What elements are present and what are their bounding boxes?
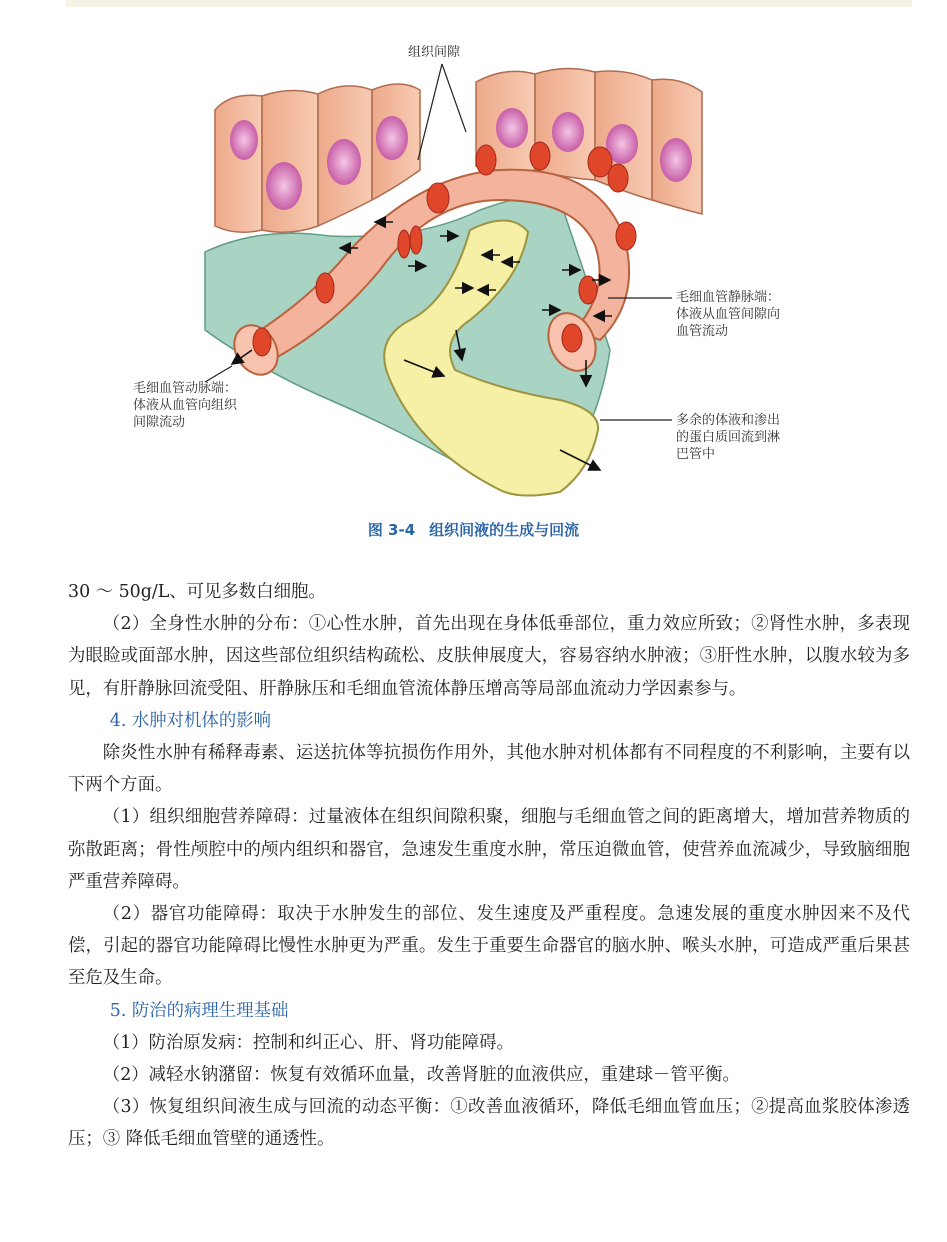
paragraph: （2）减轻水钠潴留：恢复有效循环血量，改善肾脏的血液供应，重建球－管平衡。 — [102, 1065, 740, 1086]
tissue-cells-left — [215, 84, 420, 232]
paragraph: （2）器官功能障碍：取决于水肿发生的部位、发生速度及严重程度。急速发展的重度水肿因来不及代偿，引起的器官功能障碍比慢性水肿更为严重。发生于重要生命器官的脑水肿、喉头水肿，可造成严重后果甚至危及生命。 — [68, 904, 910, 989]
capillary-figure — [0, 0, 947, 545]
label-interstitial-space: 组织间隙 — [408, 45, 461, 60]
paragraph: 30 ～ 50g/L、可见多数白细胞。 — [68, 582, 326, 602]
figure-title: 组织间液的生成与回流 — [429, 521, 580, 539]
label-lymph-return: 多余的体液和渗出 的蛋白质回流到淋 巴管中 — [676, 413, 781, 462]
paragraph: （1）组织细胞营养障碍：过量液体在组织间隙积聚，细胞与毛细血管之间的距离增大，增加营养物质的弥散距离；骨性颅腔中的颅内组织和器官，急速发生重度水肿，常压迫微血管，使营养血流减少，导致脑细胞严重营养障碍。 — [68, 807, 910, 892]
capillary-illustration — [0, 0, 947, 545]
paragraph: （3）恢复组织间液生成与回流的动态平衡：①改善血液循环，降低毛细血管血压；②提高血浆胶体渗透压；③ 降低毛细血管壁的通透性。 — [68, 1097, 910, 1150]
paragraph: （1）防治原发病：控制和纠正心、肝、肾功能障碍。 — [102, 1032, 514, 1053]
section-heading: 5. 防治的病理生理基础 — [109, 1000, 289, 1021]
section-heading: 4. 水肿对机体的影响 — [109, 710, 271, 731]
figure-number: 图 3-4 — [367, 521, 416, 539]
paragraph: 除炎性水肿有稀释毒素、运送抗体等抗损伤作用外，其他水肿对机体都有不同程度的不利影响，主要有以下两个方面。 — [68, 743, 910, 796]
paragraph: （2）全身性水肿的分布：①心性水肿，首先出现在身体低垂部位，重力效应所致；②肾性水肿，多表现为眼睑或面部水肿，因这些部位组织结构疏松、皮肤伸展度大，容易容纳水肿液；③肝性水肿，以腹水较为多见，有肝静脉回流受阻、肝静脉压和毛细血管流体静压增高等局部血流动力学因素参与。 — [68, 614, 910, 699]
label-arterial-end: 毛细血管动脉端： 体液从血管向组织 间隙流动 — [133, 381, 238, 430]
label-venous-end: 毛细血管静脉端： 体液从血管间隙向 血管流动 — [676, 290, 781, 339]
body-text — [68, 576, 910, 1156]
figure-caption — [0, 519, 947, 540]
